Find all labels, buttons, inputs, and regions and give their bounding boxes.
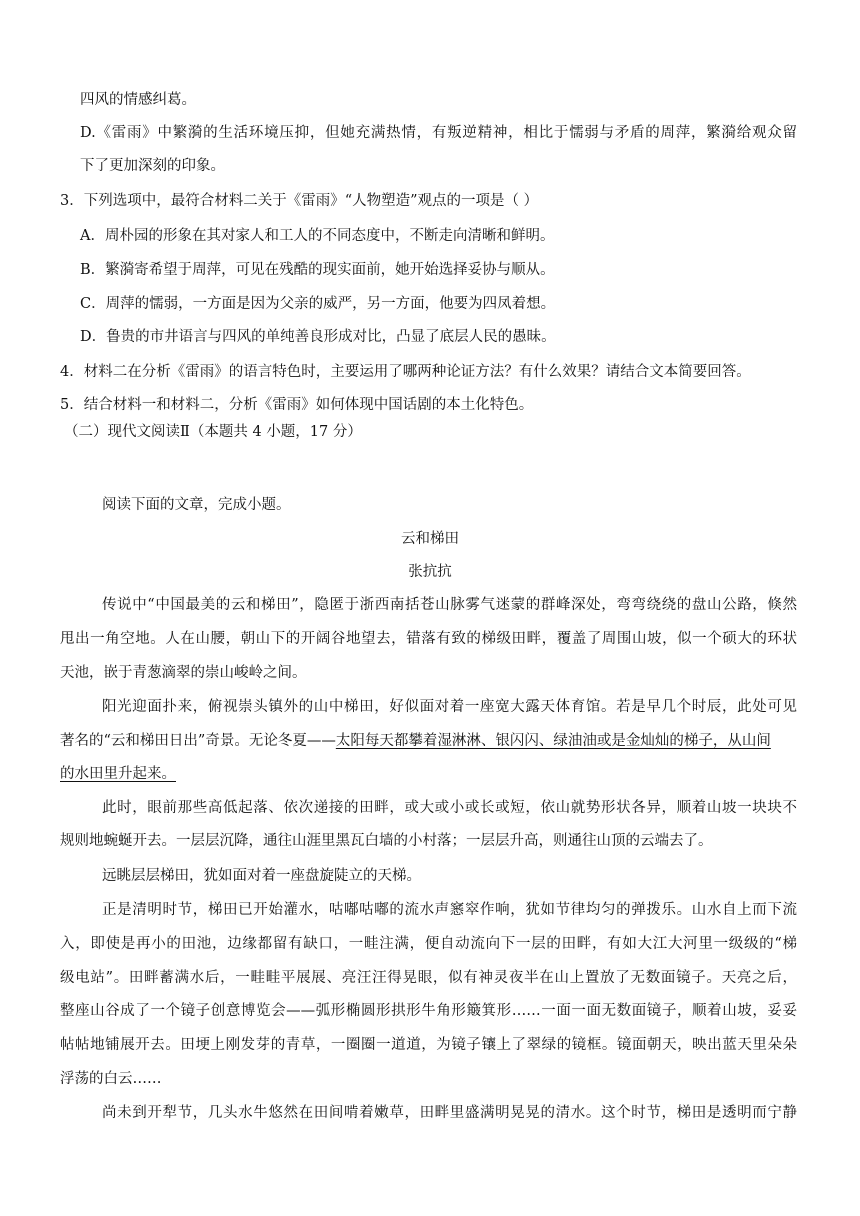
q2-option-d-line2: 下了更加深刻的印象。 (80, 158, 225, 174)
article-p3-line2: 规则地蜿蜒开去。一层层沉降，通往山涯里黑瓦白墙的小村落；一层层升高，则通往山顶的云端去了。 (60, 833, 713, 849)
article-p2-line2 (60, 731, 771, 751)
article-p1-line2: 甩出一角空地。人在山腰，朝山下的开阔谷地望去，错落有致的梯级田畔，覆盖了周围山坡，似一个硕大的环状 (60, 631, 797, 647)
article-p2-underlined-sentence: 太阳每天都攀着湿淋淋、银闪闪、绿油油或是金灿灿的梯子，从山间 (335, 733, 771, 749)
article-p5-line4: 整座山谷成了一个镜子创意博览会——弧形椭圆形拱形牛角形簸箕形……一面一面无数面镜子，顺着山坡，妥妥 (60, 1003, 797, 1019)
q3-option-c: C．周萍的懦弱，一方面是因为父亲的威严，另一方面，他要为四凤着想。 (80, 296, 556, 312)
article-p5-line6: 浮荡的白云…… (60, 1071, 162, 1087)
article-p6-line1: 尚未到开犁节，几头水牛悠然在田间啃着嫩草，田畔里盛满明晃晃的清水。这个时节，梯田是透明而宁静 (102, 1105, 797, 1121)
q4-stem: 4．材料二在分析《雷雨》的语言特色时，主要运用了哪两种论证方法？有什么效果？请结合文本简要回答。 (60, 364, 751, 380)
article-p4-line1: 远眺层层梯田，犹如面对着一座盘旋陡立的天梯。 (102, 868, 421, 884)
article-title: 云和梯田 (401, 531, 459, 547)
article-p5-line1: 正是清明时节，梯田已开始灌水，咕嘟咕嘟的流水声窸窣作响，犹如节律均匀的弹拨乐。山水自上而下流 (102, 902, 797, 918)
q5-stem: 5．结合材料一和材料二，分析《雷雨》如何体现中国话剧的本土化特色。 (60, 397, 534, 413)
article-p1-line3: 天池，嵌于青葱滴翠的崇山峻岭之间。 (60, 665, 307, 681)
q2-option-d-line1: D.《雷雨》中繁漪的生活环境压抑，但她充满热情，有叛逆精神，相比于懦弱与矛盾的周萍，繁漪给观众留 (80, 125, 797, 141)
section2-heading: （二）现代文阅读Ⅱ（本题共 4 小题，17 分） (64, 424, 362, 440)
q3-stem: 3．下列选项中，最符合材料二关于《雷雨》“人物塑造”观点的一项是（ ） (60, 193, 539, 209)
section2-instruction: 阅读下面的文章，完成小题。 (102, 497, 291, 513)
article-p5-line2: 入，即使是再小的田池，边缘都留有缺口，一畦注满，便自动流向下一层的田畔，有如大江大河里一级级的“梯 (60, 936, 797, 952)
article-p5-line3: 级电站”。田畔蓄满水后，一畦畦平展展、亮汪汪得晃眼，似有神灵夜半在山上置放了无数面镜子。天亮之后， (60, 970, 797, 986)
article-p2-line1: 阳光迎面扑来，俯视崇头镇外的山中梯田，好似面对着一座宽大露天体育馆。若是早几个时辰，此处可见 (102, 699, 797, 715)
article-p2-line2-text: 著名的“云和梯田日出”奇景。无论冬夏—— (60, 733, 336, 749)
q3-option-d: D．鲁贵的市井语言与四风的单纯善良形成对比，凸显了底层人民的愚昧。 (80, 329, 556, 345)
q3-option-a: A．周朴园的形象在其对家人和工人的不同态度中，不断走向清晰和鲜明。 (80, 228, 555, 244)
q2-option-c-tail: 四风的情感纠葛。 (80, 92, 196, 108)
article-p2-line3: 的水田里升起来。 (60, 766, 176, 782)
article-p3-line1: 此时，眼前那些高低起落、依次递接的田畔，或大或小或长或短，依山就势形状各异，顺着山坡一块块不 (102, 800, 797, 816)
q3-option-b: B．繁漪寄希望于周萍，可见在残酷的现实面前，她开始选择妥协与顺从。 (80, 262, 555, 278)
article-p1-line1: 传说中“中国最美的云和梯田”，隐匿于浙西南括苍山脉雾气迷蒙的群峰深处，弯弯绕绕的盘山公路，倏然 (102, 597, 797, 613)
article-author: 张抗抗 (408, 564, 452, 580)
article-p5-line5: 帖帖地铺展开去。田埂上刚发芽的青草，一圈圈一道道，为镜子镶上了翠绿的镜框。镜面朝天，映出蓝天里朵朵 (60, 1037, 797, 1053)
